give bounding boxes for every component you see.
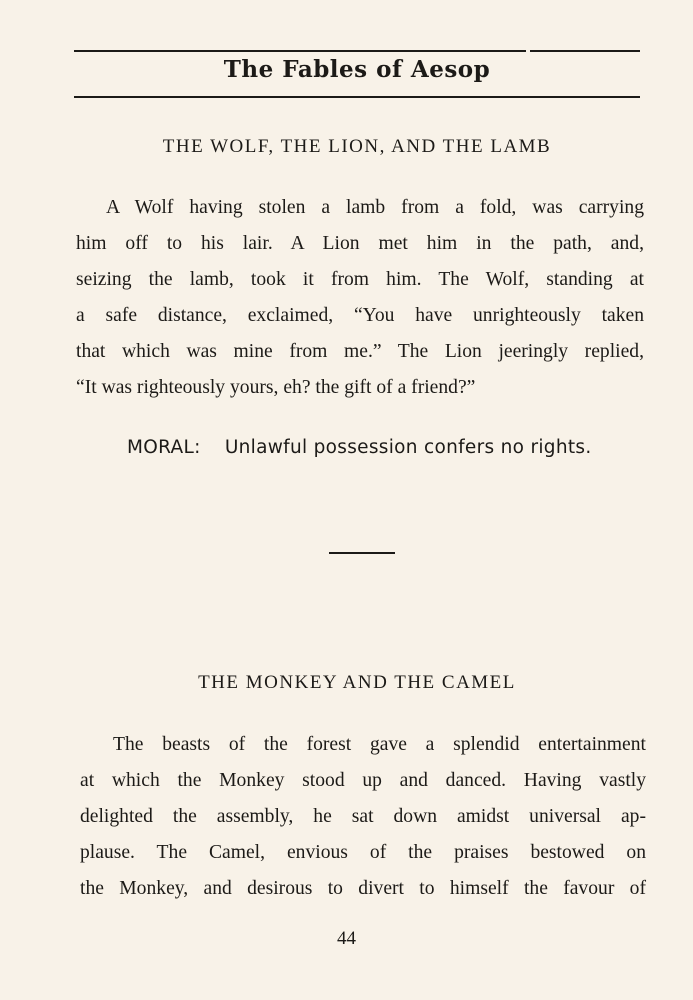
moral-line <box>127 437 592 458</box>
body-line: him off to his lair. A Lion met him in the path, and, <box>76 233 644 254</box>
moral-text: Unlawful possession confers no rights. <box>224 437 592 458</box>
running-header-title: The Fables of Aesop <box>223 56 491 83</box>
fable-body-wolf-lion-lamb <box>76 190 644 406</box>
body-line: delighted the assembly, he sat down amidst universal ap- <box>80 806 646 827</box>
header-top-rule <box>74 50 526 52</box>
body-line: the Monkey, and desirous to divert to himself the favour of <box>80 878 646 899</box>
body-line: seizing the lamb, took it from him. The Wolf, standing at <box>76 269 644 290</box>
body-line: that which was mine from me.” The Lion jeeringly replied, <box>76 341 644 362</box>
fable-title-monkey-camel: THE MONKEY AND THE CAMEL <box>198 672 516 693</box>
body-line: The beasts of the forest gave a splendid entertainment <box>113 734 646 755</box>
fable-title-wolf-lion-lamb: THE WOLF, THE LION, AND THE LAMB <box>162 136 552 157</box>
page-number: 44 <box>337 928 356 949</box>
body-line: “It was righteously yours, eh? the gift of a friend?” <box>76 377 476 398</box>
header-bottom-rule <box>74 96 640 98</box>
header-top-rule-right <box>530 50 640 52</box>
fable-body-monkey-camel <box>80 727 646 907</box>
moral-label: MORAL: <box>127 437 201 458</box>
body-line: at which the Monkey stood up and danced. Having vastly <box>80 770 646 791</box>
body-line: plause. The Camel, envious of the praises bestowed on <box>80 842 646 863</box>
body-line: a safe distance, exclaimed, “You have unrighteously taken <box>76 305 644 326</box>
section-divider <box>329 552 395 554</box>
body-line: A Wolf having stolen a lamb from a fold, was carrying <box>106 197 644 218</box>
